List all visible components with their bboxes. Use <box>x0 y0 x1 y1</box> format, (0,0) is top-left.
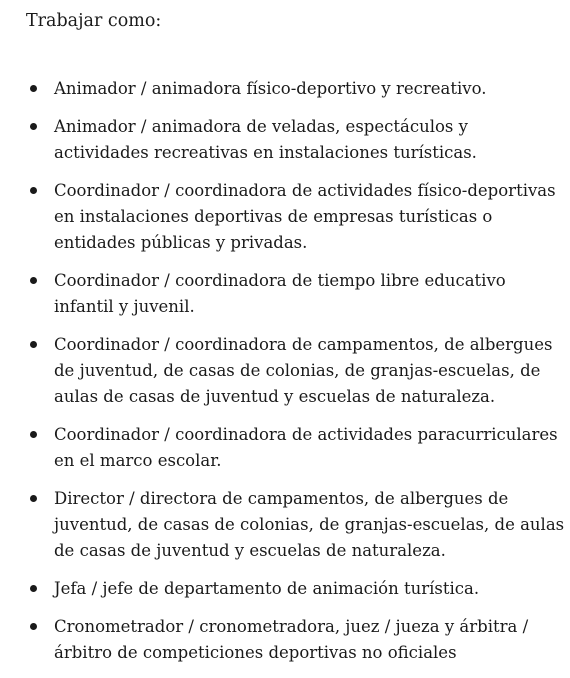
bullet-icon <box>30 123 37 130</box>
bullet-icon <box>30 341 37 348</box>
list-item-text-line: Animador / animadora de veladas, espectáculos y <box>54 117 468 136</box>
intro-text: Trabajar como: <box>26 11 162 31</box>
list-item <box>0 332 570 410</box>
list-item-text-line: en el marco escolar. <box>54 451 222 470</box>
list-item <box>0 178 570 256</box>
list-item-text-line: Coordinador / coordinadora de tiempo libre educativo <box>54 271 506 290</box>
job-list <box>0 76 570 678</box>
list-item <box>0 486 570 564</box>
list-item-text-line: aulas de casas de juventud y escuelas de naturaleza. <box>54 387 496 406</box>
list-item-text-line: Director / directora de campamentos, de albergues de <box>54 489 509 508</box>
list-item-text-line: Coordinador / coordinadora de actividades paracurriculares <box>54 425 558 444</box>
list-item-text-line: de casas de juventud y escuelas de naturaleza. <box>54 541 446 560</box>
list-item <box>0 268 570 320</box>
bullet-icon <box>30 187 37 194</box>
list-item-text-line: árbitro de competiciones deportivas no oficiales <box>54 643 457 662</box>
list-item <box>0 114 570 166</box>
list-item <box>0 422 570 474</box>
list-item-text-line: entidades públicas y privadas. <box>54 233 308 252</box>
list-item-text-line: Jefa / jefe de departamento de animación turística. <box>54 579 480 598</box>
list-item <box>0 76 570 102</box>
list-item-text-line: de juventud, de casas de colonias, de granjas-escuelas, de <box>54 361 541 380</box>
list-item-text-line: Coordinador / coordinadora de campamentos, de albergues <box>54 335 553 354</box>
bullet-icon <box>30 277 37 284</box>
list-item <box>0 576 570 602</box>
list-item-text-line: juventud, de casas de colonias, de granjas-escuelas, de aulas <box>54 515 565 534</box>
list-item-text-line: actividades recreativas en instalaciones turísticas. <box>54 143 477 162</box>
bullet-icon <box>30 431 37 438</box>
list-item <box>0 614 570 666</box>
list-item-text-line: infantil y juvenil. <box>54 297 195 316</box>
bullet-icon <box>30 85 37 92</box>
bullet-icon <box>30 495 37 502</box>
bullet-icon <box>30 623 37 630</box>
bullet-icon <box>30 585 37 592</box>
list-item-text-line: Coordinador / coordinadora de actividades físico-deportivas <box>54 181 556 200</box>
list-item-text-line: Animador / animadora físico-deportivo y recreativo. <box>54 79 487 98</box>
list-item-text-line: Cronometrador / cronometradora, juez / jueza y árbitra / <box>54 617 529 636</box>
list-item-text-line: en instalaciones deportivas de empresas turísticas o <box>54 207 493 226</box>
